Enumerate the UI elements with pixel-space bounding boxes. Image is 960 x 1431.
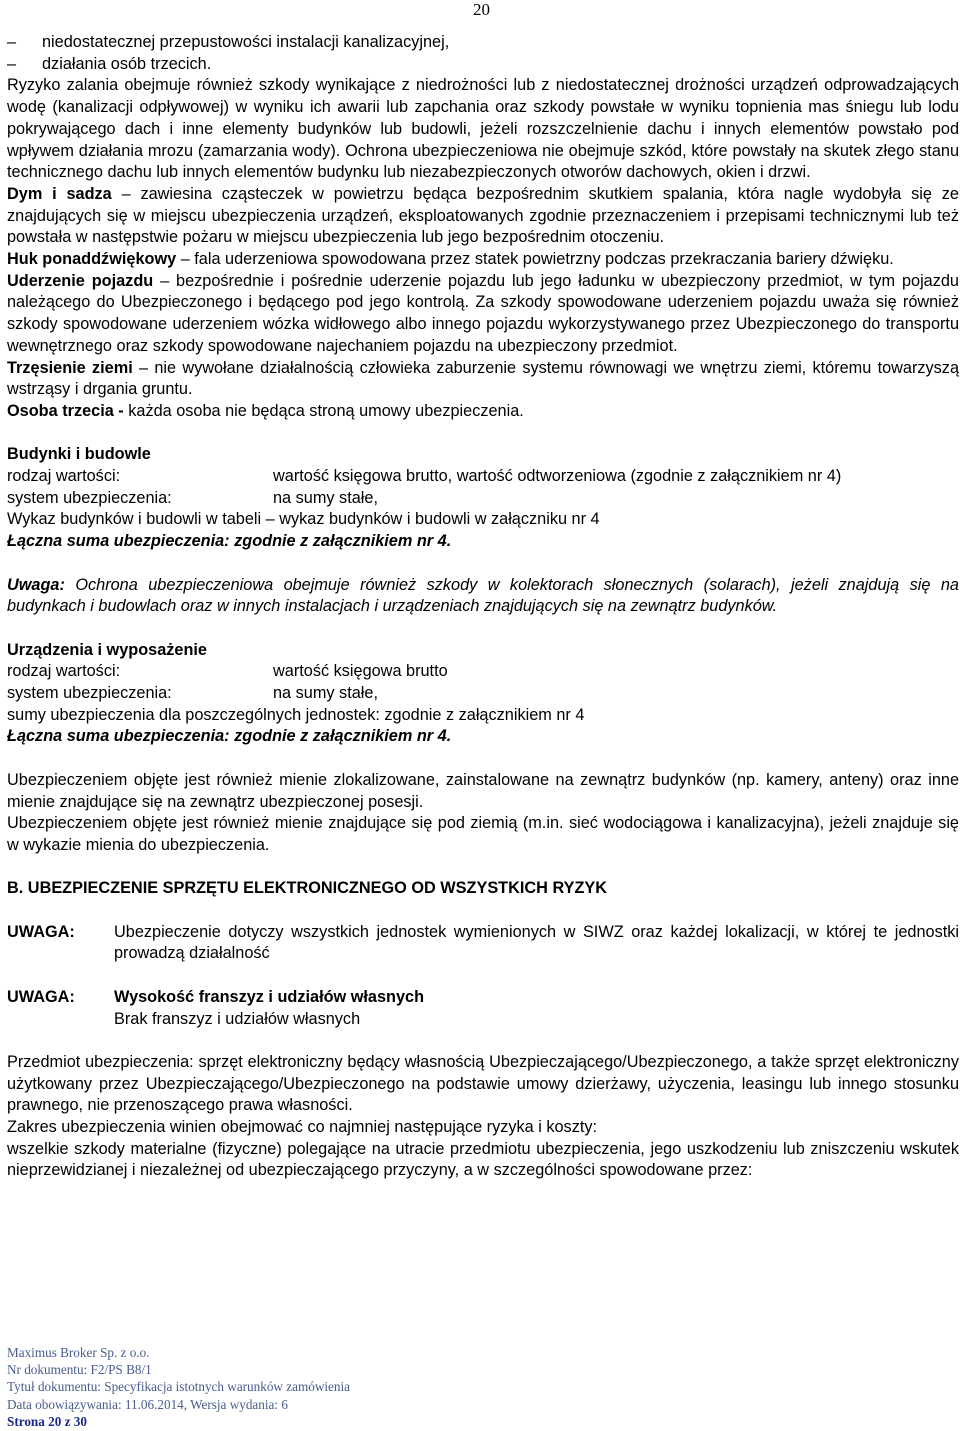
uwaga-title: Wysokość franszyz i udziałów własnych (114, 987, 425, 1006)
uwaga-block-1: UWAGA: Ubezpieczenie dotyczy wszystkich jednostek wymienionych w SIWZ oraz każdej lokalizacji, w której te jednostki prowadzą działalność (7, 922, 959, 963)
mienie-pod-ziemia-paragraph: Ubezpieczeniem objęte jest również mienie znajdujące się pod ziemią (m.in. sieć wodociągowa i kanalizacyjna), jeżeli znajduje się w wykazie mienia do ubezpieczenia. (7, 814, 959, 854)
document-footer (7, 1344, 350, 1430)
definition-term: Osoba trzecia - (7, 401, 124, 420)
definition-trzesienie: Trzęsienie ziemi – nie wywołane działalnością człowieka zaburzenie systemu równowagi we wnętrzu ziemi, któremu towarzyszą wstrząsy i drgania gruntu. (7, 358, 959, 399)
definition-term: Trzęsienie ziemi (7, 358, 133, 377)
zakres-line: Zakres ubezpieczenia winien obejmować co najmniej następujące ryzyka i koszty: (7, 1118, 598, 1137)
list-item: – działania osób trzecich. (7, 54, 212, 73)
document-body (7, 32, 959, 1182)
section-b-heading: B. UBEZPIECZENIE SPRZĘTU ELEKTRONICZNEGO OD WSZYSTKICH RYZYK (7, 879, 608, 898)
budynki-heading: Budynki i budowle (7, 445, 151, 464)
footer-doc-title: Tytuł dokumentu: Specyfikacja istotnych warunków zamówienia (7, 1379, 350, 1395)
footer-company: Maximus Broker Sp. z o.o. (7, 1345, 150, 1360)
budynki-rodzaj: rodzaj wartości: wartość księgowa brutto, wartość odtworzeniowa (zgodnie z załącznikiem nr 4) (7, 467, 842, 486)
footer-doc-number: Nr dokumentu: F2/PS B8/1 (7, 1362, 152, 1378)
definition-huk: Huk ponaddźwiękowy – fala uderzeniowa spowodowana przez statek powietrzny podczas przekraczania bariery dźwięku. (7, 250, 894, 269)
uwaga-block-2: UWAGA: Wysokość franszyz i udziałów własnych Brak franszyz i udziałów własnych (7, 987, 425, 1028)
urzadzenia-laczna-suma: Łączna suma ubezpieczenia: zgodnie z załącznikiem nr 4. (7, 727, 452, 746)
budynki-laczna-suma: Łączna suma ubezpieczenia: zgodnie z załącznikiem nr 4. (7, 532, 452, 551)
definition-term: Huk ponaddźwiękowy (7, 250, 177, 269)
definition-uderzenie: Uderzenie pojazdu – bezpośrednie i pośrednie uderzenie pojazdu lub jego ładunku w ubezpieczony przedmiot, w tym pojazdu należącego do Ubezpieczonego i będącego pod jego kontrolą. Za szkody spowodowane uderzeniem pojazdu uważa się również szkody spowodowane uderzeniem wózka widłowego albo innego pojazdu wykorzystywanego przez Ubezpieczonego do transportu wewnętrznego oraz szkody spowodowane najechaniem pojazdu na ubezpieczony przedmiot. (7, 271, 959, 355)
urzadzenia-system: system ubezpieczenia: na sumy stałe, (7, 684, 378, 703)
budynki-wykaz: Wykaz budynków i budowli w tabeli – wykaz budynków i budowli w załączniku nr 4 (7, 510, 600, 529)
definition-osoba: Osoba trzecia - każda osoba nie będąca stroną umowy ubezpieczenia. (7, 401, 524, 420)
definition-term: Dym i sadza (7, 184, 112, 203)
definition-term: Uderzenie pojazdu (7, 271, 154, 290)
page-number: 20 (473, 0, 490, 19)
urzadzenia-sumy: sumy ubezpieczenia dla poszczególnych jednostek: zgodnie z załącznikiem nr 4 (7, 705, 585, 724)
mienie-paragraph: Ubezpieczeniem objęte jest również mienie zlokalizowane, zainstalowane na zewnątrz budynków (np. kamery, anteny) oraz inne mienie znajdujące się na zewnątrz ubezpieczonej posesji. (7, 770, 959, 811)
urzadzenia-heading: Urządzenia i wyposażenie (7, 640, 207, 659)
footer-validity: Data obowiązywania: 11.06.2014, Wersja wydania: 6 (7, 1396, 288, 1412)
definition-dym: Dym i sadza – zawiesina cząsteczek w powietrzu będąca bezpośrednim skutkiem spalania, która nagle wydobyła się ze znajdujących się w miejscu ubezpieczenia urządzeń, eksploatowanych zgodnie przeznaczeniem i przepisami technicznymi lub też powstała w następstwie pożaru w miejscu ubezpieczenia lub jego bezpośrednim otoczeniu. (7, 184, 959, 247)
list-item: – niedostatecznej przepustowości instalacji kanalizacyjnej, (7, 33, 450, 51)
footer-page-counter: Strona 20 z 30 (7, 1413, 87, 1429)
wszelkie-paragraph: wszelkie szkody materialne (fizyczne) polegające na utracie przedmiotu ubezpieczenia, jego uszkodzeniu lub zniszczeniu wskutek nieprzewidzianej i niezależnej od ubezpieczającego przyczyny, a w szczególności spowodowane przez: (7, 1139, 959, 1180)
budynki-system: system ubezpieczenia: na sumy stałe, (7, 488, 378, 507)
przedmiot-paragraph: Przedmiot ubezpieczenia: sprzęt elektroniczny będący własnością Ubezpieczającego/Ubezpieczonego, a także sprzęt elektroniczny użytkowany przez Ubezpieczającego/Ubezpieczonego na podstawie umowy dzierżawy, użyczenia, leasingu lub innego stosunku prawnego, nie przenoszącego prawa własności. (7, 1052, 959, 1115)
uwaga-solar: Uwaga: Ochrona ubezpieczeniowa obejmuje również szkody w kolektorach słonecznych (solarach), jeżeli znajdują się na budynkach i budowlach oraz w innych instalacjach i urządzeniach znajdujących się na zewnątrz budynków. (7, 575, 959, 616)
urzadzenia-rodzaj: rodzaj wartości: wartość księgowa brutto (7, 662, 448, 681)
zalanie-paragraph: Ryzyko zalania obejmuje również szkody wynikające z niedrożności lub z niedostatecznej drożności urządzeń odprowadzających wodę (kanalizacji odpływowej) w wyniku ich awarii lub zapchania oraz szkody powstałe w wyniku topnienia mas śniegu lub lodu pokrywającego dach i inne elementy budynków lub budowli, jeżeli rozszczelnienie dachu i innych elementów powstało pod wpływem działania mrozu (zamarzania wody). Ochrona ubezpieczeniowa nie obejmuje szkód, które powstały na skutek złego stanu technicznego dachu lub innych elementów budynku lub niezabezpieczonych otworów dachowych, okien i drzwi. (7, 76, 959, 182)
